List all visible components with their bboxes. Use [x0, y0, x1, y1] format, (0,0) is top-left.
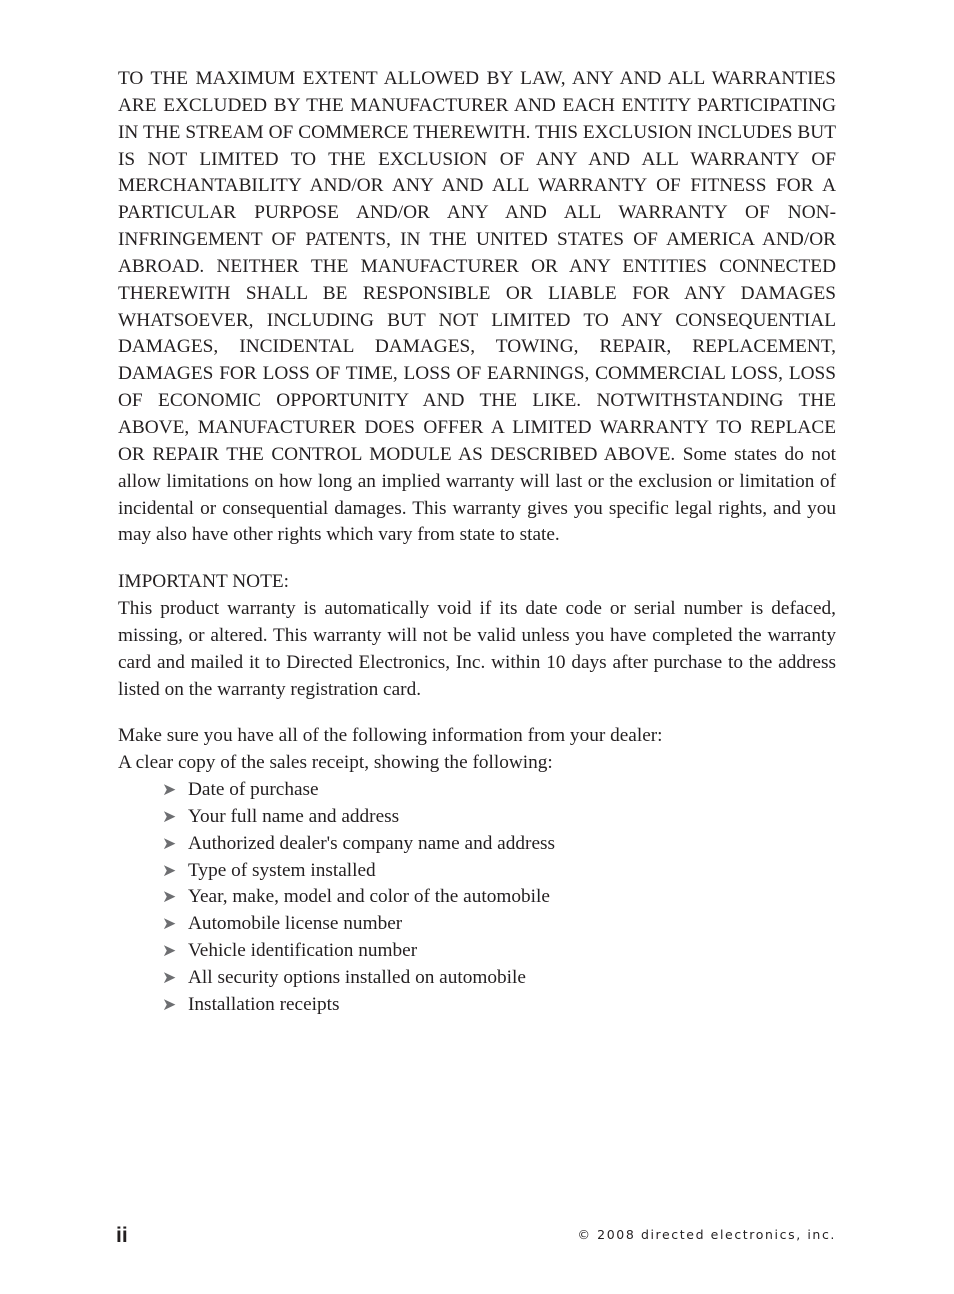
important-note-section: [118, 569, 836, 703]
arrow-bullet-icon: ➤: [162, 994, 177, 1015]
list-item: [162, 911, 836, 938]
arrow-bullet-icon: ➤: [162, 968, 177, 988]
list-item-text: Installation receipts: [188, 993, 340, 1015]
dealer-info-intro: Make sure you have all of the following information from your dealer:: [118, 725, 663, 747]
page-content: [118, 66, 836, 1019]
list-item: [162, 858, 836, 885]
list-item-text: Year, make, model and color of the automobile: [188, 886, 550, 908]
arrow-bullet-icon: ➤: [162, 860, 177, 881]
list-item: [162, 884, 836, 911]
arrow-bullet-icon: ➤: [162, 941, 177, 962]
list-item: [162, 938, 836, 965]
list-item: [162, 777, 836, 804]
important-note-heading: IMPORTANT NOTE:: [118, 571, 290, 593]
list-item-text: All security options installed on automobile: [188, 967, 526, 988]
disclaimer-body-text: Some states do not allow limitations on how long an implied warranty will last or the exclusion or limitation of incidental or consequential damages. This warranty gives you specific legal rights, and you may also have other rights which vary from state to state.: [118, 443, 837, 546]
arrow-bullet-icon: ➤: [162, 806, 177, 827]
page-number: ii: [116, 1224, 128, 1247]
list-item: [162, 992, 836, 1019]
copyright-notice: © 2008 directed electronics, inc.: [577, 1227, 836, 1242]
arrow-bullet-icon: ➤: [162, 914, 177, 935]
list-item-text: Automobile license number: [188, 913, 403, 935]
required-info-list: [118, 777, 836, 1019]
list-item-text: Your full name and address: [188, 805, 400, 827]
important-note-text: This product warranty is automatically void if its date code or serial number is defaced, missing, or altered. This warranty will not be valid unless you have completed the warranty card and mailed it to Directed Electronics, Inc. within 10 days after purchase to the address listed on the warranty registration card.: [118, 598, 836, 700]
list-item: [162, 965, 836, 992]
warranty-disclaimer-paragraph: [118, 66, 836, 549]
list-item-text: Date of purchase: [188, 779, 319, 801]
arrow-bullet-icon: ➤: [162, 780, 177, 801]
list-item-text: Type of system installed: [188, 859, 376, 881]
arrow-bullet-icon: ➤: [162, 833, 177, 854]
list-item: [162, 831, 836, 858]
sales-receipt-line: A clear copy of the sales receipt, showing the following:: [118, 752, 553, 774]
list-item-text: Vehicle identification number: [188, 940, 418, 962]
dealer-info-section: [118, 723, 836, 1018]
list-item-text: Authorized dealer's company name and address: [188, 832, 556, 854]
disclaimer-caps-text: TO THE MAXIMUM EXTENT ALLOWED BY LAW, ANY AND ALL WARRANTIES ARE EXCLUDED BY THE MANUFACTURER AND EACH ENTITY PARTICIPATING IN THE STREAM OF COMMERCE THEREWITH. THIS EXCLUSION INCLUDES BUT IS NOT LIMITED TO THE EXCLUSION OF ANY AND ALL WARRANTY OF MERCHANTABILITY AND/OR ANY AND ALL WARRANTY OF FITNESS FOR A PARTICULAR PURPOSE AND/OR ANY AND ALL WARRANTY OF NON-INFRINGEMENT OF PATENTS, IN THE UNITED STATES OF AMERICA AND/OR ABROAD. NEITHER THE MANUFACTURER OR ANY ENTITIES CONNECTED THEREWITH SHALL BE RESPONSIBLE OR LIABLE FOR ANY DAMAGES WHATSOEVER, INCLUDING BUT NOT LIMITED TO ANY CONSEQUENTIAL DAMAGES, INCIDENTAL DAMAGES, TOWING, REPAIR, REPLACEMENT, DAMAGES FOR LOSS OF TIME, LOSS OF EARNINGS, COMMERCIAL LOSS, LOSS OF ECONOMIC OPPORTUNITY AND THE LIKE. NOTWITHSTANDING THE ABOVE, MANUFACTURER DOES OFFER A LIMITED WARRANTY TO REPLACE OR REPAIR THE CONTROL MODULE AS DESCRIBED ABOVE.: [118, 68, 836, 465]
arrow-bullet-icon: ➤: [162, 887, 177, 908]
list-item: [162, 804, 836, 831]
